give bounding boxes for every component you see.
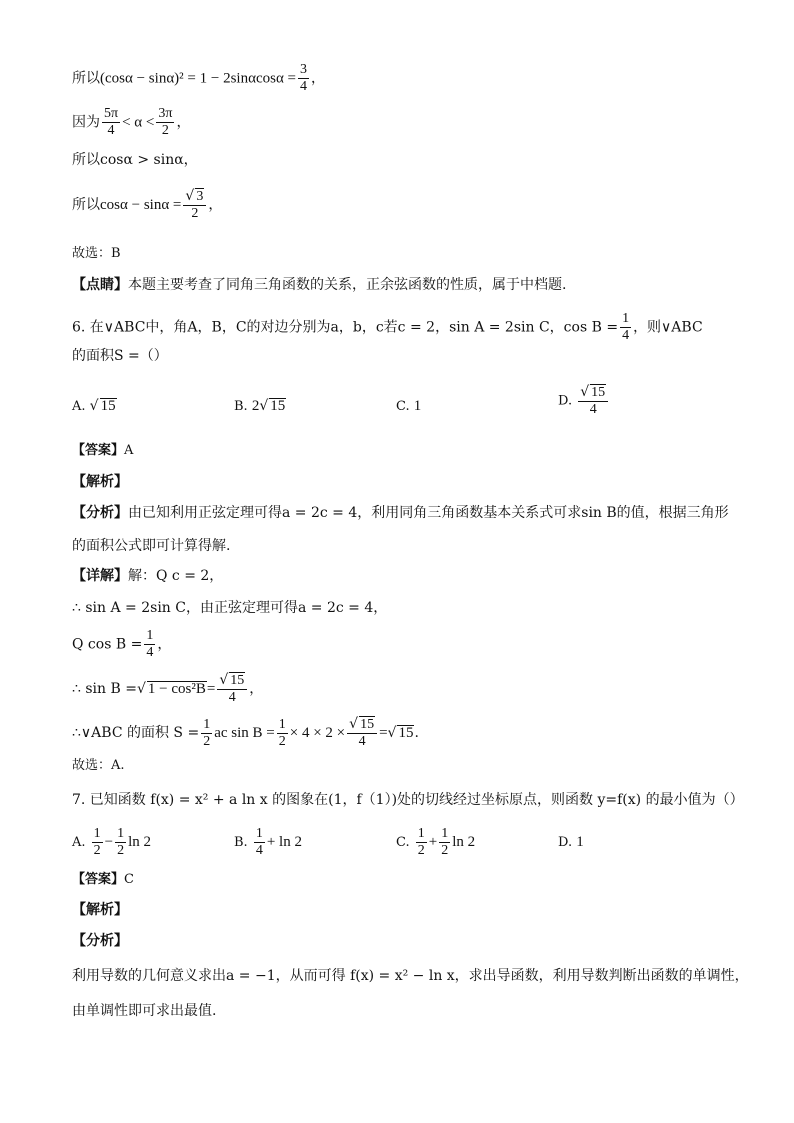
tag-label: 【解析】 [72, 902, 128, 918]
math-expression: × 4 × 2 × [289, 725, 346, 741]
radicand: 15 [230, 673, 245, 688]
numerator: 1 [417, 826, 425, 841]
fraction [254, 826, 265, 859]
text: 所以 [72, 197, 100, 213]
denominator: 2 [117, 843, 125, 858]
numerator: √ 3 [185, 188, 204, 204]
q7-fenxi-tag [72, 931, 128, 951]
stem-text: ，则∨ABC [633, 319, 703, 336]
numerator: 1 [441, 826, 449, 841]
text: 因为 [72, 114, 100, 131]
math-expression: cosα − sinα = [100, 197, 182, 213]
punct: ， [249, 681, 264, 697]
q6-option-a: A. √ 15 [72, 398, 116, 414]
comment-text: 本题主要考查了同角三角函数的关系，正余弦函数的性质，属于中档题. [128, 277, 567, 293]
fraction [102, 106, 120, 139]
radicand: 3 [196, 189, 204, 204]
q6-stem-line-1 [72, 311, 703, 344]
numerator: 3π [158, 106, 173, 121]
q7-answer [72, 870, 134, 890]
option-label: B. [234, 835, 248, 850]
q6-fenxi-line-2: 的面积公式即可计算得解. [72, 538, 231, 554]
numerator: 1 [278, 716, 286, 732]
tag-label: 【分析】 [72, 505, 128, 521]
punct: ， [208, 197, 223, 213]
q5-comment [72, 275, 566, 295]
option-label: D. [558, 835, 573, 850]
denominator: 2 [156, 122, 174, 139]
denominator: 2 [203, 733, 211, 749]
q6-answer [72, 441, 133, 461]
q6-detail-line-1 [72, 566, 223, 586]
q6-option-b: B. 2√ 15 [234, 398, 286, 414]
q7-option-a [72, 826, 151, 859]
q5-line-1 [72, 62, 325, 95]
fraction [620, 311, 631, 344]
fraction [217, 672, 247, 706]
fraction [347, 716, 377, 750]
numerator: 3 [300, 62, 308, 77]
numerator: √ 15 [580, 384, 606, 400]
q7-option-d [558, 832, 584, 853]
denominator: 4 [255, 843, 263, 858]
option-label: C. [396, 399, 410, 414]
text: ∴∨ABC 的面积 S = [72, 725, 200, 741]
math-expression: ac sin B = [214, 725, 275, 741]
fraction [156, 106, 174, 139]
q7-option-b [234, 826, 302, 859]
q6-option-c [396, 396, 421, 417]
operator: − [104, 834, 114, 850]
answer-value: C [124, 872, 134, 887]
math-expression: (cosα − sinα)² = 1 − 2sinαcosα = [100, 70, 297, 87]
coefficient: 2 [251, 398, 260, 414]
q6-choose: 故选：A. [72, 758, 125, 773]
denominator: 4 [146, 645, 154, 660]
numerator: √ 15 [219, 672, 245, 688]
q5-line-4 [72, 188, 222, 222]
denominator: 2 [183, 205, 206, 222]
math-expression: < α < [122, 114, 155, 131]
numerator: 1 [203, 716, 211, 732]
radicand: 15 [591, 385, 606, 400]
fraction [92, 826, 103, 859]
fraction [277, 717, 288, 750]
punct: ， [157, 636, 172, 653]
option-label: C. [396, 835, 410, 850]
radicand: 15 [270, 398, 286, 414]
math-expression: + ln 2 [266, 834, 302, 850]
paragraph-text: 由已知利用正弦定理可得a = 2c = 4，利用同角三角函数基本关系式可求sin B的值，根据三角形 [128, 505, 729, 521]
q6-detail-line-2: ∴ sin A = 2sin C，由正弦定理可得a = 2c = 4， [72, 600, 388, 616]
tag-label: 【分析】 [72, 933, 128, 949]
option-label: A. [72, 835, 86, 850]
q7-analysis-tag [72, 900, 128, 920]
q5-line-2 [72, 106, 190, 139]
radicand: 15 [398, 725, 414, 741]
punct: ， [176, 114, 191, 131]
equals: = [379, 725, 388, 741]
denominator: 4 [300, 79, 308, 94]
fraction [115, 826, 126, 859]
option-label: B. [234, 399, 248, 414]
fraction [416, 826, 427, 859]
fraction [298, 62, 309, 95]
operator: + [428, 834, 438, 850]
denominator: 2 [417, 843, 425, 858]
tag-label: 【答案】 [72, 443, 125, 458]
denominator: 4 [217, 689, 247, 706]
numerator: 1 [146, 628, 154, 643]
option-value: 1 [576, 834, 584, 850]
fraction [439, 826, 450, 859]
equals: = [206, 681, 216, 697]
denominator: 2 [441, 843, 449, 858]
radicand: 15 [360, 717, 375, 732]
q6-fenxi-line-1 [72, 503, 729, 523]
text: Q cos B = [72, 636, 143, 653]
q6-detail-line-3 [72, 628, 171, 661]
math-expression: ln 2 [452, 834, 476, 850]
fraction [183, 188, 206, 222]
numerator: 1 [93, 826, 101, 841]
denominator: 4 [578, 401, 608, 418]
denominator: 2 [93, 843, 101, 858]
q6-detail-line-4: ∴ sin B =√ 1 − cos²B= $\frac{√ 15}{4}$ ， [72, 672, 264, 705]
numerator: √ 15 [349, 716, 375, 732]
q7-option-c [396, 826, 475, 859]
denominator: 2 [278, 733, 286, 749]
punct: ， [311, 70, 326, 87]
q5-line-3: 所以cosα > sinα， [72, 152, 198, 168]
tag-label: 【解析】 [72, 474, 128, 490]
paragraph-text: 解：Q c = 2， [128, 568, 224, 584]
text: 所以 [72, 70, 100, 87]
math-expression: ln 2 [128, 834, 152, 850]
stem-text: 6. 在∨ABC中，角A，B，C的对边分别为a，b，c若c = 2，sin A = 2sin C，cos B = [72, 319, 619, 336]
q7-stem: 7. 已知函数 f(x) = x² + a ln x 的图象在(1，f（1）)处的切线经过坐标原点，则函数 y=f(x) 的最小值为（） [72, 792, 744, 808]
option-label: A. [72, 399, 86, 414]
denominator: 4 [622, 328, 630, 343]
denominator: 4 [102, 122, 120, 139]
answer-value: A [124, 443, 134, 458]
numerator: 5π [104, 106, 119, 121]
numerator: 1 [622, 311, 630, 326]
tag-label: 【详解】 [72, 568, 128, 584]
tag-label: 【点睛】 [72, 277, 128, 293]
fraction [144, 628, 155, 661]
q6-detail-line-5: ∴∨ABC 的面积 S = $\frac{1}{2}$ ac sin B = $\frac{1}{2}$ × 4 × 2 × $\frac{√ 15}{4}$ =√ 15. [72, 716, 419, 749]
text: ∴ sin B = [72, 681, 137, 697]
q7-body-line-1: 利用导数的几何意义求出a = −1，从而可得 f(x) = x² − ln x，求出导函数，利用导数判断出函数的单调性， [72, 968, 749, 984]
q6-stem-line-2: 的面积S =（） [72, 348, 168, 364]
q7-body-line-2: 由单调性即可求出最值. [72, 1003, 217, 1019]
option-value: 1 [413, 398, 422, 414]
q5-choose: 故选：B [72, 246, 121, 261]
numerator: 1 [255, 826, 263, 841]
punct: . [414, 725, 419, 741]
numerator: 1 [117, 826, 125, 841]
tag-label: 【答案】 [72, 872, 125, 887]
fraction [201, 717, 212, 750]
radicand: 15 [100, 398, 116, 414]
radicand: 1 − cos²B [147, 681, 206, 697]
q6-option-d [558, 384, 610, 418]
option-label: D. [558, 393, 573, 409]
fraction [578, 384, 608, 418]
denominator: 4 [347, 733, 377, 750]
q6-analysis-tag [72, 472, 128, 492]
